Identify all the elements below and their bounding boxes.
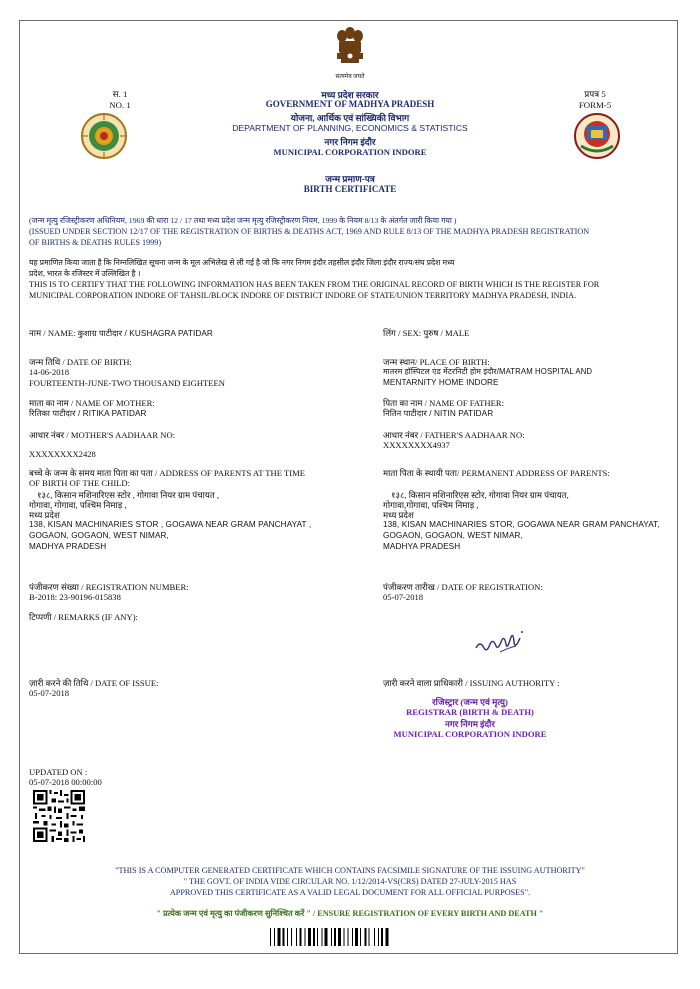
address-at-birth-line1: 138, KISAN MACHINARIES STOR , GOGAWA NEAR GRAM PANCHAYAT ,: [29, 520, 312, 529]
address-at-birth-label-line2: OF BIRTH OF THE CHILD:: [29, 478, 131, 488]
issued-note-line1: (ISSUED UNDER SECTION 12/17 OF THE REGISTRATION OF BIRTHS & DEATHS ACT, 1969 AND RULE 8/13 OF THE MADHYA PRADESH REGISTRATION: [29, 227, 590, 236]
pob-value-line1: मातरम हॉस्पिटल एंड मेंटरनिटी होम इंदौर/MATRAM HOSPITAL AND: [383, 367, 593, 376]
updated-on-label: UPDATED ON :: [29, 767, 88, 777]
govt-name-hindi: मध्य प्रदेश सरकार: [321, 90, 379, 100]
address-at-birth-line3: MADHYA PRADESH: [29, 542, 107, 551]
form-number-hindi: प्रपत्र 5: [584, 89, 606, 99]
emblem-motto: सत्यमेव जयते: [335, 74, 365, 80]
registration-number-label: पंजीकरण संख्या / REGISTRATION NUMBER:: [29, 582, 189, 592]
footer-note-line2: " THE GOVT. OF INDIA VIDE CIRCULAR NO. 1/12/2014-VS(CRS) DATED 27-JULY-2015 HAS: [183, 877, 517, 886]
serial-number: NO. 1: [109, 100, 131, 110]
national-emblem-icon: [331, 24, 369, 78]
indore-corporation-seal-icon: [573, 112, 621, 160]
barcode-icon: [270, 928, 430, 946]
serial-number-hindi: स. 1: [112, 89, 128, 99]
registrar-corp: MUNICIPAL CORPORATION INDORE: [393, 729, 547, 739]
certify-line1: THIS IS TO CERTIFY THAT THE FOLLOWING INFORMATION HAS BEEN TAKEN FROM THE ORIGINAL RECORD OF BIRTH WHICH IS THE REGISTER FOR: [29, 280, 600, 289]
permanent-address-line3: MADHYA PRADESH: [383, 542, 461, 551]
registration-date-value: 05-07-2018: [383, 592, 424, 602]
name-label: नाम / NAME:: [29, 328, 76, 338]
address-at-birth-hindi-line1: १३८, किसान मशिनारिएस स्टोर , गोगावा नियर ग्राम पंचायत ,: [37, 490, 220, 500]
dob-in-words: FOURTEENTH-JUNE-TWO THOUSAND EIGHTEEN: [29, 378, 225, 388]
permanent-address-line1: 138, KISAN MACHINARIES STOR, GOGAWA NEAR GRAM PANCHAYAT,: [383, 520, 660, 529]
sex-value: पुरुष / MALE: [423, 328, 470, 338]
pob-label: जन्म स्थान/ PLACE OF BIRTH:: [383, 357, 490, 367]
father-aadhaar-value: XXXXXXXX4937: [383, 440, 450, 450]
address-at-birth-hindi-line2: गोगावा, गोगावा, पश्चिम निमाड़ ,: [29, 500, 127, 510]
dob-label: जन्म तिथि / DATE OF BIRTH:: [29, 357, 132, 367]
department-name: DEPARTMENT OF PLANNING, ECONOMICS & STATISTICS: [232, 123, 468, 133]
address-at-birth-label-line1: बच्चे के जन्म के समय माता पिता का पता / ADDRESS OF PARENTS AT THE TIME: [29, 468, 305, 478]
issued-note-line2: OF BIRTHS & DEATHS RULES 1999): [29, 238, 162, 247]
updated-on-value: 05-07-2018 00:00:00: [29, 777, 102, 787]
permanent-address-hindi-line3: मध्य प्रदेश: [383, 510, 414, 520]
footer-note-line1: "THIS IS A COMPUTER GENERATED CERTIFICATE WHICH CONTAINS FACSIMILE SIGNATURE OF THE ISSUING AUTHORITY": [115, 866, 585, 875]
slogan-english: ENSURE REGISTRATION OF EVERY BIRTH AND DEATH ": [317, 909, 544, 918]
footer-note-line3: APPROVED THIS CERTIFICATE AS A VALID LEGAL DOCUMENT FOR ALL OFFICIAL PURPOSES".: [169, 888, 531, 897]
address-at-birth-hindi-line3: मध्य प्रदेश: [29, 510, 60, 520]
slogan-hindi: " प्रत्येक जन्म एवं मृत्यु का पंजीकरण सुनिश्चित करें " /: [156, 909, 316, 918]
name-value: कुशाग्र पाटीदार / KUSHAGRA PATIDAR: [77, 329, 213, 338]
father-aadhaar-label: आधार नंबर / FATHER'S AADHAAR NO:: [383, 430, 525, 440]
date-of-issue-label: ज़ारी करने की तिथि / DATE OF ISSUE:: [29, 678, 159, 688]
date-of-issue-value: 05-07-2018: [29, 688, 70, 698]
issued-note-hindi: (जन्म मृत्यु रजिस्ट्रीकरण अधिनियम, 1969 की धारा 12 / 17 तथा मध्य प्रदेश जन्म मृत्यु रजिस्ट्रीकरण नियम, 1999 के नियम 8/13 के अंतर्गत जारी किया गया ): [29, 216, 457, 225]
department-name-hindi: योजना, आर्थिक एवं सांख्यिकी विभाग: [290, 113, 410, 123]
certify-line2: MUNICIPAL CORPORATION INDORE OF TAHSIL/BLOCK INDORE OF DISTRICT INDORE OF STATE/UNION TERRITORY MADHYA PRADESH, INDIA.: [29, 291, 577, 300]
mother-name-value: रितिका पाटीदार / RITIKA PATIDAR: [29, 409, 147, 418]
remarks-label: टिप्पणी / REMARKS (IF ANY):: [29, 612, 138, 622]
certify-hindi-line1: यह प्रमाणित किया जाता है कि निम्नलिखित सूचना जन्म के मूल अभिलेख से ली गई है जो कि नगर निगम इंदौर तहसील इंदौर जिला इंदौर राज्य/संघ प्रदेश मध्य: [29, 258, 455, 267]
facsimile-signature-icon: [470, 622, 530, 662]
certificate-title: BIRTH CERTIFICATE: [303, 184, 397, 194]
permanent-address-hindi-line2: गोगावा,गोगावा, पश्चिम निमाड़ ,: [383, 500, 479, 510]
pob-value-line2: MENTARNITY HOME INDORE: [383, 378, 499, 387]
certificate-title-hindi: जन्म प्रमाण-पत्र: [325, 174, 375, 184]
issuing-authority-label: ज़ारी करने वाला प्राधिकारी / ISSUING AUTHORITY :: [383, 678, 560, 688]
permanent-address-label: माता पिता के स्थायी पता/ PERMANENT ADDRESS OF PARENTS:: [383, 468, 610, 478]
registrar-title-hindi: रजिस्ट्रार (जन्म एवं मृत्यु): [432, 697, 508, 707]
sex-label: लिंग / SEX:: [383, 328, 422, 338]
mother-aadhaar-value: XXXXXXXX2428: [29, 449, 96, 459]
dob-value: 14-06-2018: [29, 367, 70, 377]
form-number: FORM-5: [578, 100, 612, 110]
name-row: [29, 327, 213, 339]
permanent-address-line2: GOGAON, GOGAON, WEST NIMAR,: [383, 531, 523, 540]
father-name-value: नितिन पाटीदार / NITIN PATIDAR: [383, 409, 494, 418]
govt-name: GOVERNMENT OF MADHYA PRADESH: [265, 99, 435, 109]
mp-govt-seal-icon: [80, 112, 128, 160]
corporation-name: MUNICIPAL CORPORATION INDORE: [273, 147, 427, 157]
registrar-title: REGISTRAR (BIRTH & DEATH): [406, 707, 534, 717]
certify-hindi-line2: प्रदेश, भारत के रजिस्टर में उल्लिखित है ।: [29, 269, 141, 278]
sex-row: [383, 327, 469, 339]
registration-date-label: पंजीकरण तारीख / DATE OF REGISTRATION:: [383, 582, 543, 592]
mother-aadhaar-label: आधार नंबर / MOTHER'S AADHAAR NO:: [29, 430, 176, 440]
mother-name-label: माता का नाम / NAME OF MOTHER:: [29, 398, 155, 408]
registration-slogan: [40, 908, 660, 919]
permanent-address-hindi-line1: १३८, किसान मशिनारिएस स्टोर, गोगावा नियर ग्राम पंचायत,: [391, 490, 569, 500]
registration-number-value: B-2018: 23-90196-015838: [29, 592, 121, 602]
father-name-label: पिता का नाम / NAME OF FATHER:: [383, 398, 504, 408]
corporation-name-hindi: नगर निगम इंदौर: [324, 137, 376, 147]
address-at-birth-line2: GOGAON, GOGAON, WEST NIMAR,: [29, 531, 169, 540]
registrar-corp-hindi: नगर निगम इंदौर: [444, 719, 496, 729]
qr-code-icon: [33, 790, 85, 842]
